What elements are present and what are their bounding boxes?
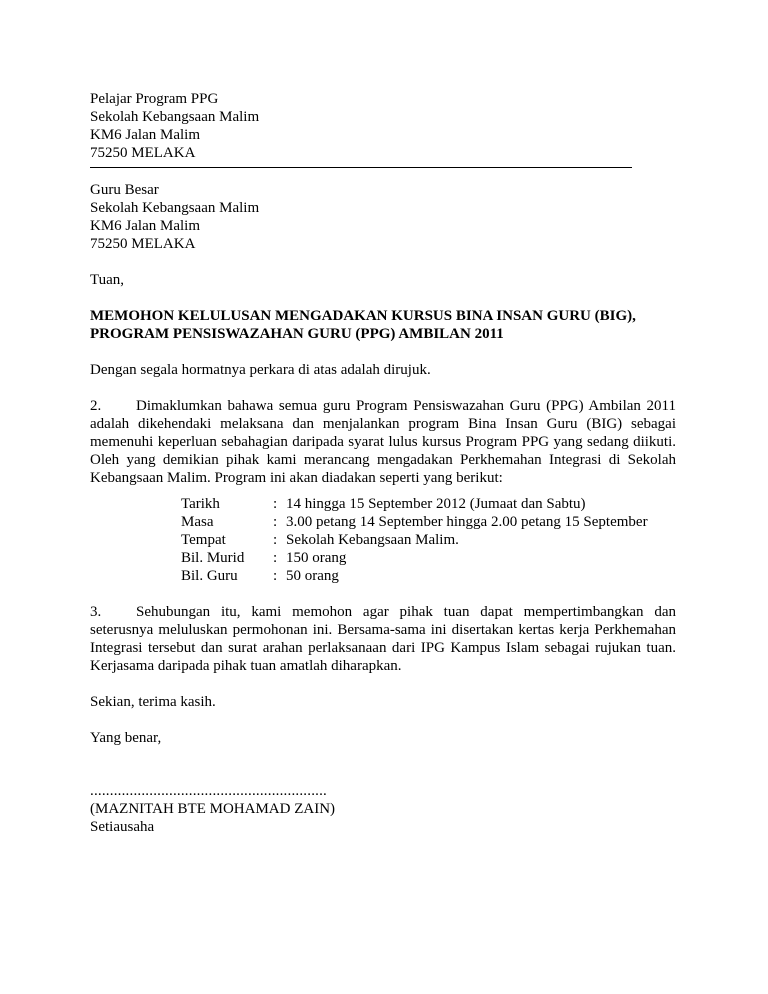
subject-heading [90, 307, 676, 343]
program-details [181, 495, 648, 585]
subject-line-1: MEMOHON KELULUSAN MENGADAKAN KURSUS BINA INSAN GURU (BIG), [90, 308, 636, 324]
closing-line: Sekian, terima kasih. [90, 694, 216, 710]
salutation: Tuan, [90, 272, 125, 288]
sender-line: KM6 Jalan Malim [90, 127, 200, 143]
detail-label: Tarikh [181, 496, 220, 512]
signature-line: ............................................................ [90, 783, 327, 799]
opening-line: Dengan segala hormatnya perkara di atas adalah dirujuk. [90, 362, 431, 378]
detail-separator: : [273, 568, 278, 584]
detail-label: Masa [181, 514, 214, 530]
recipient-line: 75250 MELAKA [90, 236, 196, 252]
paragraph-2 [90, 397, 676, 487]
detail-value: 50 orang [286, 568, 339, 584]
signatory-name: (MAZNITAH BTE MOHAMAD ZAIN) [90, 801, 336, 817]
sign-off: Yang benar, [90, 730, 162, 746]
detail-value: 150 orang [286, 550, 347, 566]
sender-line: Sekolah Kebangsaan Malim [90, 109, 260, 125]
detail-separator: : [273, 532, 278, 548]
sender-line: 75250 MELAKA [90, 145, 196, 161]
paragraph-text: Dimaklumkan bahawa semua guru Program Pensiswazahan Guru (PPG) Ambilan 2011 adalah dikehendaki melaksana dan menjalankan program Bina Insan Guru (BIG) sebagai memenuhi keperluan sebahagian daripada syarat lulus kursus Program PPG yang sedang diikuti. Oleh yang demikian pihak kami merancang mengadakan Perkhemahan Integrasi di Sekolah Kebangsaan Malim. Program ini akan diadakan seperti yang berikut: [90, 398, 676, 486]
sender-line: Pelajar Program PPG [90, 91, 219, 107]
paragraph-number: 3. [90, 604, 102, 620]
detail-separator: : [273, 514, 278, 530]
detail-value: Sekolah Kebangsaan Malim. [286, 532, 459, 548]
detail-label: Bil. Murid [181, 550, 245, 566]
signatory-position: Setiausaha [90, 819, 155, 835]
letter-page [90, 90, 676, 836]
recipient-line: Sekolah Kebangsaan Malim [90, 200, 260, 216]
recipient-address [90, 181, 676, 253]
subject-line-2: PROGRAM PENSISWAZAHAN GURU (PPG) AMBILAN 2011 [90, 326, 504, 342]
recipient-line: Guru Besar [90, 182, 159, 198]
paragraph-3 [90, 603, 676, 675]
paragraph-text: Sehubungan itu, kami memohon agar pihak tuan dapat mempertimbangkan dan seterusnya meluluskan permohonan ini. Bersama-sama ini disertakan kertas kerja Perkhemahan Integrasi tersebut dan surat arahan perlaksanaan dari IPG Kampus Islam sebagai rujukan tuan. Kerjasama daripada pihak tuan amatlah diharapkan. [90, 604, 676, 674]
detail-row [181, 549, 648, 567]
detail-value: 3.00 petang 14 September hingga 2.00 petang 15 September [286, 514, 648, 530]
detail-separator: : [273, 496, 278, 512]
detail-row [181, 513, 648, 531]
detail-label: Tempat [181, 532, 226, 548]
detail-row [181, 567, 648, 585]
detail-row [181, 495, 648, 513]
recipient-line: KM6 Jalan Malim [90, 218, 200, 234]
detail-row [181, 531, 648, 549]
detail-value: 14 hingga 15 September 2012 (Jumaat dan Sabtu) [286, 496, 586, 512]
signature-block [90, 782, 676, 836]
sender-address [90, 90, 676, 162]
paragraph-number: 2. [90, 398, 102, 414]
detail-label: Bil. Guru [181, 568, 238, 584]
detail-separator: : [273, 550, 278, 566]
